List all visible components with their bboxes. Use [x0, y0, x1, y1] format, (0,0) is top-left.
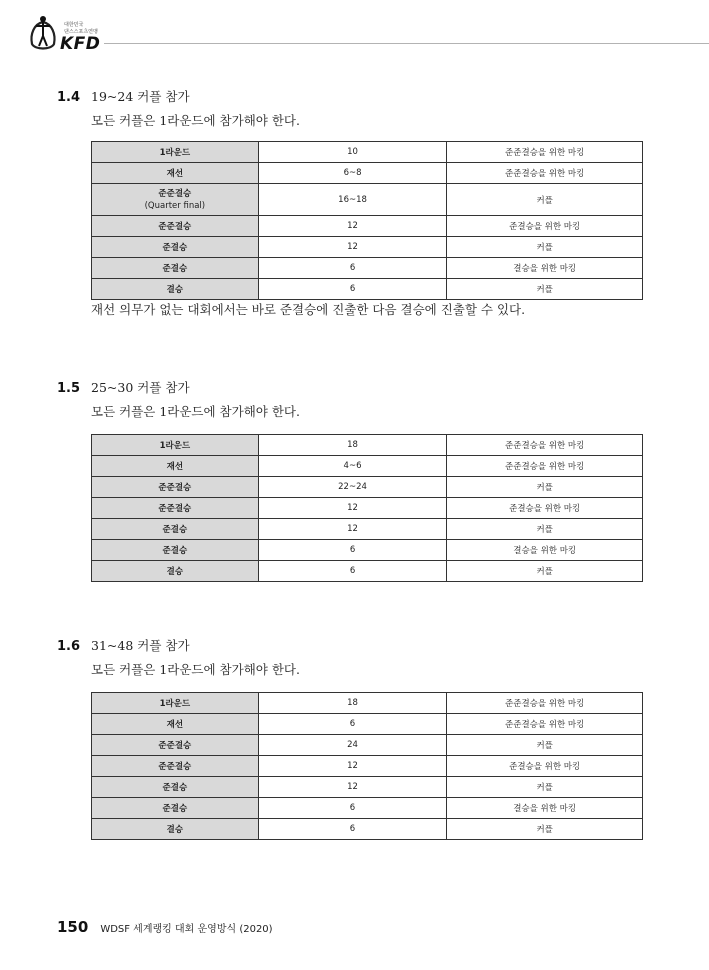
couples-cell: 6: [258, 540, 447, 561]
note-cell: 커플: [447, 819, 643, 840]
couples-cell: 18: [258, 693, 447, 714]
round-cell: 결승: [92, 561, 259, 582]
section-number: 1.5: [57, 381, 81, 396]
couples-cell: 6: [258, 714, 447, 735]
round-cell: 1라운드: [92, 435, 259, 456]
table-row: [92, 519, 643, 540]
couples-cell: 10: [258, 142, 447, 163]
round-cell: 준결승: [92, 519, 259, 540]
note-cell: 준준결승을 위한 마킹: [447, 163, 643, 184]
couples-cell: 12: [258, 237, 447, 258]
section-description: 모든 커플은 1라운드에 참가해야 한다.: [91, 113, 300, 128]
table-row: [92, 279, 643, 300]
page-number: 150: [57, 918, 89, 936]
table-row: [92, 163, 643, 184]
couples-cell: 12: [258, 777, 447, 798]
note-cell: 커플: [447, 237, 643, 258]
logo-text-line1: 대한민국: [64, 22, 84, 28]
couples-cell: 6: [258, 819, 447, 840]
note-cell: 준준결승을 위한 마킹: [447, 456, 643, 477]
note-cell: 준준결승을 위한 마킹: [447, 435, 643, 456]
couples-cell: 12: [258, 216, 447, 237]
table-row: [92, 777, 643, 798]
note-cell: 커플: [447, 279, 643, 300]
note-cell: 커플: [447, 735, 643, 756]
table-row: [92, 456, 643, 477]
round-cell: 결승: [92, 819, 259, 840]
table-row: [92, 561, 643, 582]
section-description: 모든 커플은 1라운드에 참가해야 한다.: [91, 404, 300, 419]
round-cell: 재선: [92, 714, 259, 735]
table-row: [92, 714, 643, 735]
round-label: 준준결승: [158, 188, 192, 199]
couples-cell: 4~6: [258, 456, 447, 477]
kfd-logo: [26, 12, 116, 54]
section-note: 재선 의무가 없는 대회에서는 바로 준결승에 진출한 다음 결승에 진출할 수 있다.: [91, 302, 526, 317]
table-row: [92, 756, 643, 777]
couples-cell: 16~18: [258, 184, 447, 216]
note-cell: 준결승을 위한 마킹: [447, 756, 643, 777]
couples-cell: 6: [258, 279, 447, 300]
note-cell: 결승을 위한 마킹: [447, 798, 643, 819]
note-cell: 준준결승을 위한 마킹: [447, 714, 643, 735]
note-cell: 커플: [447, 477, 643, 498]
round-cell: 1라운드: [92, 693, 259, 714]
couples-cell: 24: [258, 735, 447, 756]
note-cell: 결승을 위한 마킹: [447, 258, 643, 279]
round-cell: 준결승: [92, 798, 259, 819]
section-title: 19~24 커플 참가: [91, 89, 190, 104]
round-cell: 1라운드: [92, 142, 259, 163]
round-cell: 재선: [92, 456, 259, 477]
round-cell: 준결승: [92, 540, 259, 561]
note-cell: 준준결승을 위한 마킹: [447, 693, 643, 714]
dancer-emblem-icon: [26, 14, 60, 52]
table-row: [92, 216, 643, 237]
round-cell: 재선: [92, 163, 259, 184]
note-cell: 커플: [447, 561, 643, 582]
table-row: [92, 477, 643, 498]
footer-title: WDSF 세계랭킹 대회 운영방식 (2020): [100, 924, 273, 935]
section-number: 1.4: [57, 90, 81, 105]
table-row: [92, 735, 643, 756]
note-cell: 준결승을 위한 마킹: [447, 216, 643, 237]
couples-cell: 6: [258, 561, 447, 582]
section-description: 모든 커플은 1라운드에 참가해야 한다.: [91, 662, 300, 677]
round-cell: 준결승: [92, 777, 259, 798]
note-cell: 커플: [447, 777, 643, 798]
rounds-table: [91, 141, 643, 300]
round-cell: 준준결승: [92, 477, 259, 498]
section-heading: [57, 635, 190, 654]
round-sublabel: (Quarter final): [144, 200, 206, 211]
section-title: 25~30 커플 참가: [91, 380, 190, 395]
table-row: [92, 819, 643, 840]
note-cell: 커플: [447, 519, 643, 540]
note-cell: 준결승을 위한 마킹: [447, 498, 643, 519]
couples-cell: 12: [258, 756, 447, 777]
round-cell: 결승: [92, 279, 259, 300]
note-cell: 준준결승을 위한 마킹: [447, 142, 643, 163]
table-row: [92, 142, 643, 163]
table-row: [92, 540, 643, 561]
couples-cell: 6~8: [258, 163, 447, 184]
page-header: [0, 0, 709, 60]
logo-wordmark: KFD: [60, 34, 101, 54]
table-row: [92, 435, 643, 456]
table-row: [92, 184, 643, 216]
note-cell: 결승을 위한 마킹: [447, 540, 643, 561]
round-cell: 준준결승: [92, 756, 259, 777]
round-cell: 준준결승: [92, 735, 259, 756]
header-divider: [104, 43, 709, 44]
table-row: [92, 498, 643, 519]
round-cell: 준결승: [92, 237, 259, 258]
rounds-table: [91, 434, 643, 582]
section-number: 1.6: [57, 639, 81, 654]
round-cell: 준결승: [92, 258, 259, 279]
page-footer: [57, 917, 273, 936]
note-cell: 커플: [447, 184, 643, 216]
table-row: [92, 258, 643, 279]
table-row: [92, 798, 643, 819]
rounds-table: [91, 692, 643, 840]
logo-text-line2: 댄스스포츠연맹: [64, 29, 98, 35]
section-heading: [57, 86, 190, 105]
section-title: 31~48 커플 참가: [91, 638, 190, 653]
section-heading: [57, 377, 190, 396]
couples-cell: 18: [258, 435, 447, 456]
round-cell: [92, 184, 259, 216]
couples-cell: 12: [258, 519, 447, 540]
couples-cell: 22~24: [258, 477, 447, 498]
couples-cell: 6: [258, 798, 447, 819]
couples-cell: 12: [258, 498, 447, 519]
table-row: [92, 693, 643, 714]
round-cell: 준준결승: [92, 216, 259, 237]
table-row: [92, 237, 643, 258]
round-cell: 준준결승: [92, 498, 259, 519]
couples-cell: 6: [258, 258, 447, 279]
